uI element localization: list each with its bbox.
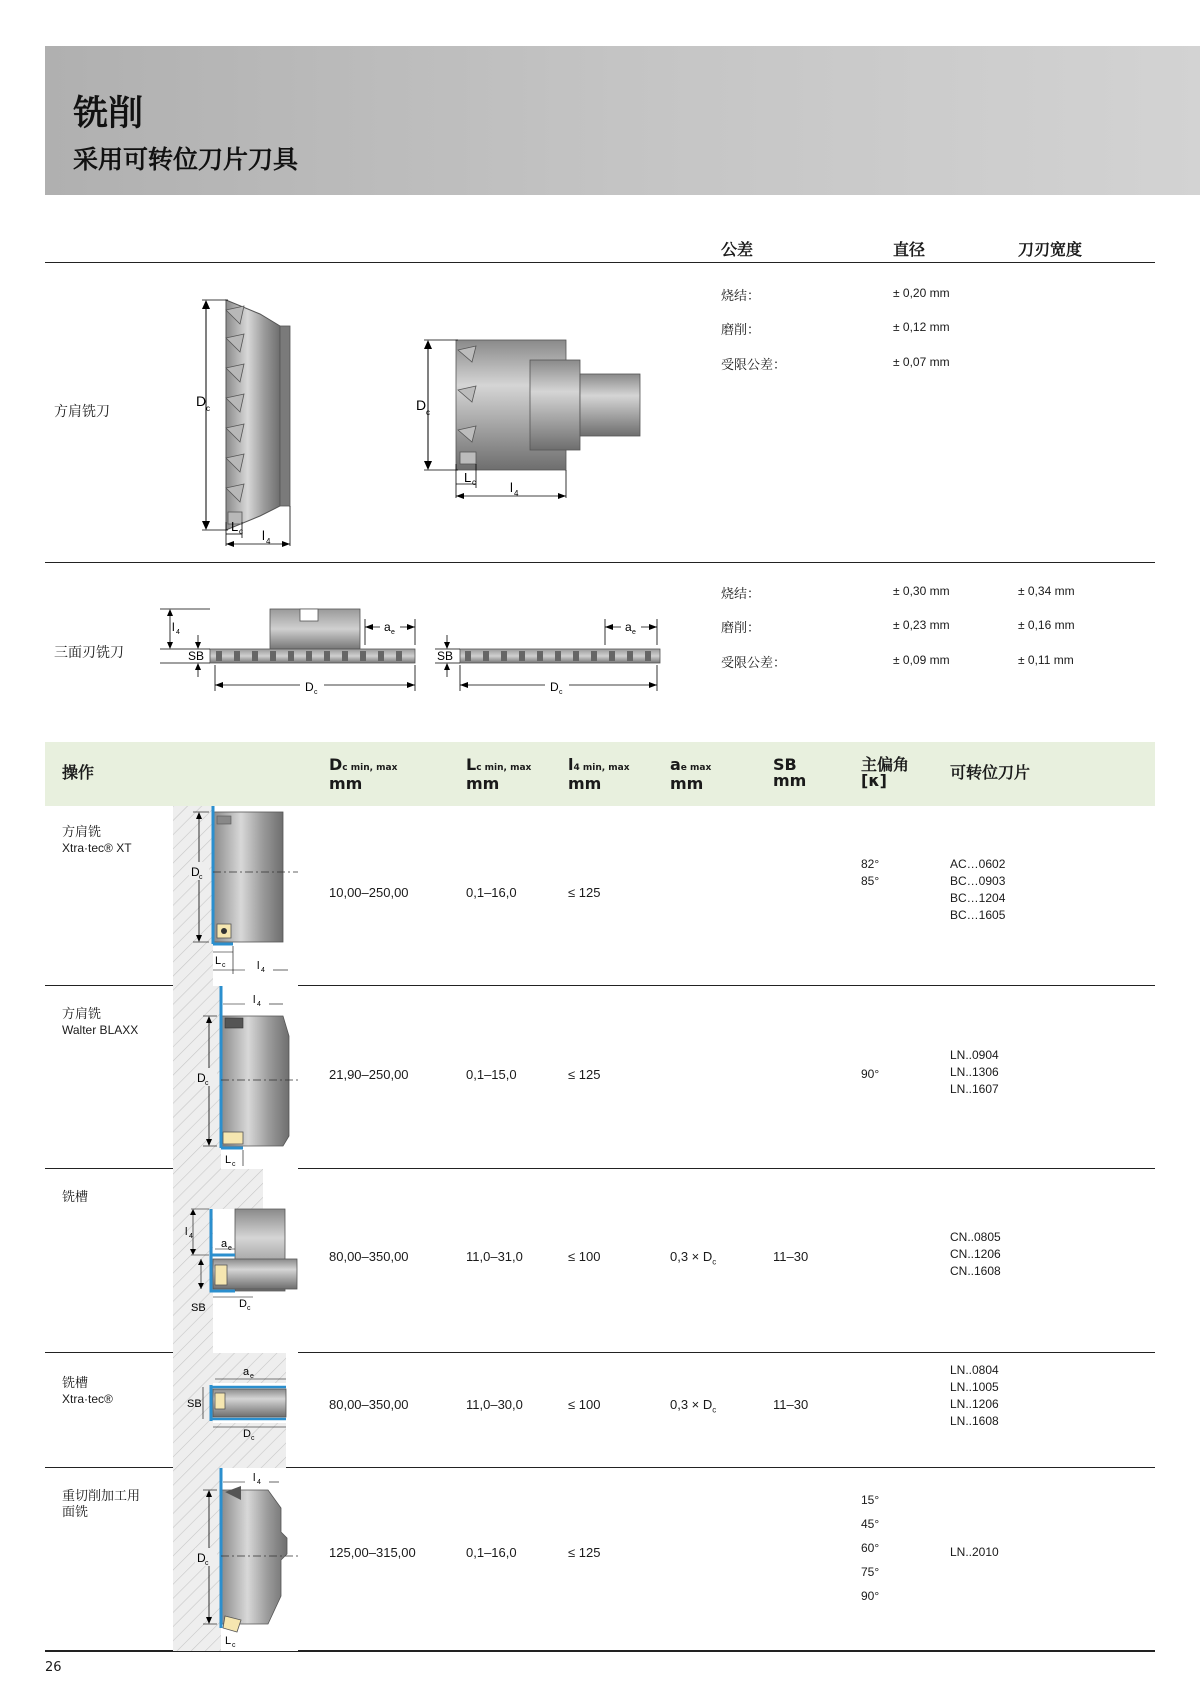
l4-sub-label: 4 — [261, 967, 265, 974]
lc-label: L — [215, 955, 222, 967]
cell-l4: ≤ 125 — [568, 1545, 601, 1560]
spec-diameter: ± 0,23 mm — [893, 618, 950, 632]
ops-col-lc — [466, 757, 531, 792]
lc-label: L — [225, 1635, 232, 1647]
ops-col-kappa-unit: [κ] — [861, 771, 887, 790]
spec-width: ± 0,16 mm — [1018, 618, 1075, 632]
cell-l4: ≤ 100 — [568, 1249, 601, 1264]
kappa-value: 85° — [861, 874, 880, 888]
dc-label: D — [239, 1298, 247, 1310]
kappa-value: 82° — [861, 857, 880, 871]
ops-col-l4-unit: mm — [568, 774, 602, 793]
ops-col-dc — [329, 757, 397, 792]
dc-label: D — [243, 1428, 251, 1440]
ops-col-sb — [773, 757, 806, 789]
dc-label: D — [197, 1551, 206, 1565]
sb-label: SB — [187, 1398, 202, 1410]
width-col-header: 刀刃宽度 — [1018, 240, 1083, 259]
dc-label: D — [550, 680, 559, 694]
dc-label: D — [305, 680, 314, 694]
l4-sub-label: 4 — [266, 537, 271, 546]
op-drawing-shoulder-blaxx — [173, 986, 298, 1169]
ops-col-l4-main: l — [568, 755, 574, 774]
spec-label: 磨削： — [721, 323, 761, 338]
ops-col-dc-main: D — [329, 755, 343, 774]
ops-col-kappa — [861, 757, 909, 789]
cell-lc: 11,0–31,0 — [466, 1249, 523, 1264]
cell-ae-sub: c — [712, 1257, 717, 1267]
side-mill-drawing-shank — [150, 605, 420, 695]
tolerance-col-header: 公差 — [721, 240, 754, 259]
ops-col-ae — [670, 757, 711, 792]
op-drawing-slot — [173, 1169, 298, 1353]
cell-inserts — [950, 1544, 999, 1561]
lc-label: L — [225, 1154, 232, 1166]
insert-code: LN..0904 — [950, 1048, 999, 1062]
spec-label: 烧结： — [721, 587, 761, 602]
op-title: 方肩铣 — [62, 1007, 102, 1022]
dc-sub-label: c — [205, 1560, 209, 1567]
cell-dc: 10,00–250,00 — [329, 885, 409, 900]
cell-ae — [670, 1397, 716, 1415]
cell-sb: 11–30 — [773, 1397, 809, 1412]
ops-col-lc-main: L — [466, 755, 477, 774]
ops-col-dc-sub: c min, max — [342, 763, 398, 773]
spec-diameter: ± 0,12 mm — [893, 320, 950, 334]
insert-code: LN..1306 — [950, 1065, 999, 1079]
cell-sb: 11–30 — [773, 1249, 809, 1264]
l4-label: l — [172, 620, 175, 634]
cell-ae-value: 0,3 × D — [670, 1249, 713, 1264]
op-subtitle: Walter BLAXX — [62, 1023, 139, 1037]
cell-dc: 80,00–350,00 — [329, 1397, 409, 1412]
kappa-value: 75° — [861, 1565, 880, 1579]
l4-sub-label: 4 — [257, 1001, 261, 1008]
ae-sub-label: e — [391, 629, 395, 636]
cell-lc: 0,1–15,0 — [466, 1067, 517, 1082]
spec-label: 磨削： — [721, 621, 761, 636]
op-subtitle: Xtra·tec® XT — [62, 841, 132, 855]
ops-col-ae-unit: mm — [670, 774, 704, 793]
op-drawing-slot-xtratec — [173, 1353, 298, 1468]
insert-code: LN..1005 — [950, 1380, 999, 1394]
dc-label: D — [197, 1071, 206, 1085]
ops-col-lc-unit: mm — [466, 774, 500, 793]
l4-label: l — [262, 528, 265, 543]
tolerance-row-label: 方肩铣刀 — [54, 404, 110, 420]
tolerance-header-rule — [45, 262, 1155, 263]
cell-ae-sub: c — [712, 1405, 717, 1415]
cell-ae — [670, 1249, 716, 1267]
dc-sub-label: c — [559, 689, 563, 696]
insert-code: LN..2010 — [950, 1545, 999, 1559]
cell-lc: 0,1–16,0 — [466, 1545, 517, 1560]
spec-label: 受限公差： — [721, 358, 787, 373]
lc-sub-label: c — [232, 1161, 236, 1168]
kappa-value: 45° — [861, 1517, 880, 1531]
spec-width: ± 0,11 mm — [1018, 653, 1074, 667]
page-title: 铣削 — [73, 94, 144, 134]
dc-sub-label: c — [247, 1305, 251, 1312]
ae-sub-label: e — [228, 1245, 232, 1252]
ae-sub-label: e — [250, 1373, 254, 1380]
ops-col-lc-sub: c min, max — [476, 763, 532, 773]
dc-sub-label: c — [251, 1435, 255, 1442]
op-title: 铣槽 — [62, 1376, 89, 1391]
spec-width: ± 0,34 mm — [1018, 584, 1075, 598]
dc-sub-label: c — [205, 1080, 209, 1087]
ops-col-kappa-main: 主偏角 — [861, 755, 910, 774]
sb-label: SB — [191, 1302, 206, 1314]
cell-l4: ≤ 125 — [568, 885, 601, 900]
ops-col-ae-main: a — [670, 755, 681, 774]
ops-col-inserts: 可转位刀片 — [950, 763, 1031, 782]
op-label — [62, 1489, 140, 1521]
spec-diameter: ± 0,07 mm — [893, 355, 950, 369]
cell-dc: 80,00–350,00 — [329, 1249, 409, 1264]
kappa-value: 60° — [861, 1541, 880, 1555]
ops-col-sb-main: SB — [773, 755, 797, 774]
ae-label: a — [243, 1366, 250, 1378]
lc-label: L — [231, 519, 239, 534]
l4-label: l — [185, 1226, 188, 1238]
op-title: 方肩铣 — [62, 825, 102, 840]
ops-col-operation: 操作 — [62, 763, 95, 782]
cell-kappa — [861, 1488, 879, 1608]
lc-sub-label: c — [239, 527, 243, 536]
op-subtitle: Xtra·tec® — [62, 1392, 113, 1406]
l4-label: l — [510, 480, 513, 495]
insert-code: LN..1206 — [950, 1397, 999, 1411]
insert-code: BC…1204 — [950, 891, 1006, 905]
insert-code: CN..1608 — [950, 1264, 1001, 1278]
dc-sub-label: c — [199, 874, 203, 881]
spec-label: 烧结： — [721, 289, 761, 304]
l4-label: l — [253, 994, 256, 1006]
op-subtitle: 面铣 — [62, 1505, 89, 1520]
lc-sub-label: c — [222, 962, 226, 969]
insert-code: LN..1607 — [950, 1082, 999, 1096]
sb-label: SB — [188, 649, 205, 663]
cell-kappa — [861, 1066, 879, 1083]
kappa-value: 15° — [861, 1493, 880, 1507]
lc-sub-label: c — [472, 478, 476, 487]
ops-col-l4-sub: 4 min, max — [573, 763, 630, 773]
dc-label: D — [191, 865, 200, 879]
tolerance-row-divider — [45, 562, 1155, 563]
cell-dc: 21,90–250,00 — [329, 1067, 409, 1082]
ops-col-l4 — [568, 757, 630, 792]
dc-sub-label: c — [314, 689, 318, 696]
ae-label: a — [625, 620, 632, 634]
insert-code: CN..1206 — [950, 1247, 1001, 1261]
ae-label: a — [384, 620, 391, 634]
l4-sub-label: 4 — [176, 629, 180, 636]
l4-label: l — [253, 1472, 256, 1484]
l4-sub-label: 4 — [257, 1479, 261, 1486]
cell-inserts — [950, 1047, 999, 1098]
dc-label: D — [416, 397, 427, 413]
op-title: 重切削加工用 — [62, 1489, 141, 1504]
kappa-value: 90° — [861, 1067, 880, 1081]
insert-code: LN..1608 — [950, 1414, 999, 1428]
lc-sub-label: c — [232, 1642, 236, 1649]
cell-dc: 125,00–315,00 — [329, 1545, 416, 1560]
cell-lc: 0,1–16,0 — [466, 885, 517, 900]
dc-sub-label: c — [206, 404, 210, 413]
side-mill-drawing-disc — [435, 605, 665, 695]
l4-sub-label: 4 — [514, 489, 519, 498]
cell-lc: 11,0–30,0 — [466, 1397, 523, 1412]
dc-sub-label: c — [426, 408, 430, 417]
cell-inserts — [950, 856, 1005, 924]
ae-sub-label: e — [632, 629, 636, 636]
op-label — [62, 1007, 138, 1038]
insert-code: AC…0602 — [950, 857, 1006, 871]
cell-l4: ≤ 125 — [568, 1067, 601, 1082]
diameter-col-header: 直径 — [893, 240, 926, 259]
spec-diameter: ± 0,20 mm — [893, 286, 950, 300]
ops-col-dc-unit: mm — [329, 774, 363, 793]
shoulder-mill-drawing-large — [180, 290, 320, 550]
shoulder-mill-drawing-shank — [410, 330, 660, 510]
page-subtitle: 采用可转位刀片刀具 — [73, 145, 299, 174]
op-label — [62, 1376, 113, 1407]
op-label — [62, 1190, 88, 1206]
sb-label: SB — [437, 649, 454, 663]
insert-code: BC…1605 — [950, 908, 1006, 922]
cell-l4: ≤ 100 — [568, 1397, 601, 1412]
ae-label: a — [221, 1238, 228, 1250]
ops-col-ae-sub: e max — [680, 763, 712, 773]
op-drawing-shoulder-xt — [173, 806, 298, 986]
spec-label: 受限公差： — [721, 656, 787, 671]
cell-ae-value: 0,3 × D — [670, 1397, 713, 1412]
cell-inserts — [950, 1229, 1001, 1280]
page-number: 26 — [45, 1660, 62, 1675]
op-title: 铣槽 — [62, 1190, 89, 1205]
insert-code: LN..0804 — [950, 1363, 999, 1377]
lc-label: L — [464, 470, 472, 485]
dc-label: D — [196, 393, 207, 409]
spec-diameter: ± 0,09 mm — [893, 653, 950, 667]
insert-code: BC…0903 — [950, 874, 1006, 888]
op-drawing-heavy-face — [173, 1468, 298, 1651]
cell-kappa — [861, 856, 879, 890]
kappa-value: 90° — [861, 1589, 880, 1603]
tolerance-row-label: 三面刃铣刀 — [54, 645, 124, 661]
ops-col-sb-unit: mm — [773, 771, 807, 790]
insert-code: CN..0805 — [950, 1230, 1001, 1244]
l4-label: l — [257, 960, 260, 972]
l4-sub-label: 4 — [189, 1233, 193, 1240]
spec-diameter: ± 0,30 mm — [893, 584, 950, 598]
cell-inserts — [950, 1362, 999, 1430]
op-label — [62, 825, 132, 856]
